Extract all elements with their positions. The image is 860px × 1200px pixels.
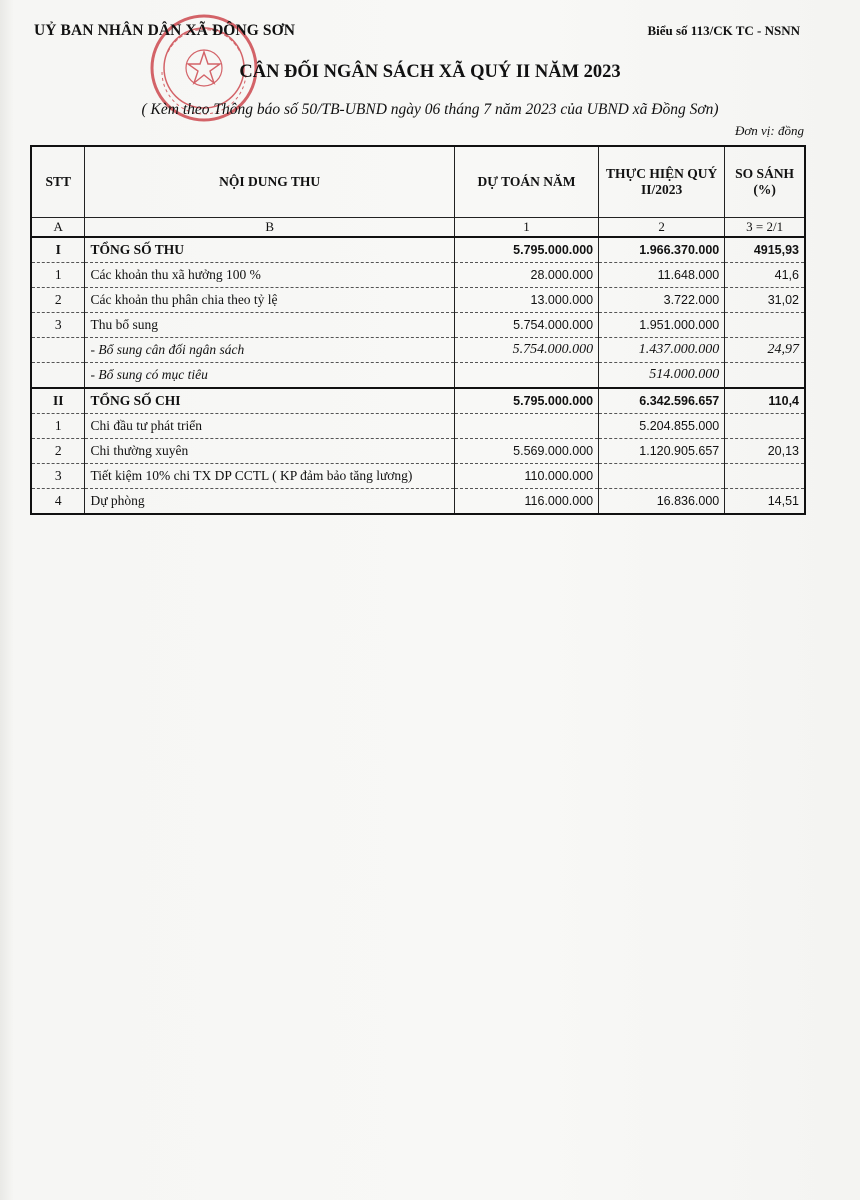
actual-cell: 1.120.905.657 [599,439,725,464]
stt-cell: 1 [31,263,85,288]
plan-cell: 13.000.000 [454,288,598,313]
content-cell: Thu bổ sung [85,313,454,338]
stt-cell: 2 [31,288,85,313]
table-row [31,288,805,313]
stt-cell: 1 [31,414,85,439]
comparison-cell [725,363,805,389]
comparison-cell [725,464,805,489]
table-row [31,388,805,414]
actual-cell [599,464,725,489]
index-cell: B [85,218,454,238]
plan-cell: 5.795.000.000 [454,237,598,263]
comparison-cell [725,313,805,338]
stt-cell: II [31,388,85,414]
actual-cell: 514.000.000 [599,363,725,389]
comparison-cell: 41,6 [725,263,805,288]
actual-cell: 5.204.855.000 [599,414,725,439]
comparison-cell: 14,51 [725,489,805,515]
column-header-annual-plan: DỰ TOÁN NĂM [454,146,598,218]
plan-cell: 5.754.000.000 [454,338,598,363]
column-header-stt: STT [31,146,85,218]
table-row [31,464,805,489]
table-row [31,414,805,439]
table-row [31,489,805,515]
table-row [31,338,805,363]
table-row [31,263,805,288]
index-cell: 1 [454,218,598,238]
column-header-q2-actual: THỰC HIỆN QUÝ II/2023 [599,146,725,218]
plan-cell: 116.000.000 [454,489,598,515]
plan-cell: 5.754.000.000 [454,313,598,338]
column-header-content: NỘI DUNG THU [85,146,454,218]
currency-unit: Đơn vị: đồng [734,123,804,138]
form-number: Biểu số 113/CK TC - NSNN [647,23,800,38]
content-cell: Chi đầu tư phát triển [85,414,454,439]
plan-cell [454,414,598,439]
comparison-cell: 24,97 [725,338,805,363]
comparison-cell: 4915,93 [725,237,805,263]
stt-cell: 3 [31,464,85,489]
content-cell: TỔNG SỐ THU [85,237,454,263]
content-cell: Tiết kiệm 10% chi TX DP CCTL ( KP đảm bảo tăng lương) [85,464,454,489]
index-cell: A [31,218,85,238]
actual-cell: 1.966.370.000 [599,237,725,263]
actual-cell: 1.437.000.000 [599,338,725,363]
stt-cell [31,338,85,363]
actual-cell: 1.951.000.000 [599,313,725,338]
content-cell: - Bổ sung có mục tiêu [85,363,454,389]
page-subtitle: ( Kèm theo Thông báo số 50/TB-UBND ngày 06 tháng 7 năm 2023 của UBND xã Đồng Sơn) [141,101,719,118]
comparison-cell [725,414,805,439]
content-cell: - Bổ sung cân đối ngân sách [85,338,454,363]
comparison-cell: 31,02 [725,288,805,313]
stt-cell [31,363,85,389]
comparison-cell: 20,13 [725,439,805,464]
content-cell: TỔNG SỐ CHI [85,388,454,414]
budget-table [30,145,806,515]
page-title: CÂN ĐỐI NGÂN SÁCH XÃ QUÝ II NĂM 2023 [239,62,621,82]
plan-cell [454,363,598,389]
table-row [31,237,805,263]
column-index-row [31,218,805,238]
plan-cell: 28.000.000 [454,263,598,288]
stt-cell: 3 [31,313,85,338]
plan-cell: 5.795.000.000 [454,388,598,414]
stt-cell: I [31,237,85,263]
table-row [31,439,805,464]
plan-cell: 5.569.000.000 [454,439,598,464]
index-cell: 2 [599,218,725,238]
actual-cell: 16.836.000 [599,489,725,515]
content-cell: Các khoản thu phân chia theo tỷ lệ [85,288,454,313]
content-cell: Các khoản thu xã hưởng 100 % [85,263,454,288]
actual-cell: 3.722.000 [599,288,725,313]
stt-cell: 2 [31,439,85,464]
table-row [31,313,805,338]
organization-name: UỶ BAN NHÂN DÂN XÃ ĐÔNG SƠN [34,22,296,39]
index-cell: 3 = 2/1 [725,218,805,238]
table-row [31,363,805,389]
content-cell: Chi thường xuyên [85,439,454,464]
content-cell: Dự phòng [85,489,454,515]
comparison-cell: 110,4 [725,388,805,414]
column-header-comparison: SO SÁNH (%) [725,146,805,218]
table-header-row [31,146,805,218]
stt-cell: 4 [31,489,85,515]
plan-cell: 110.000.000 [454,464,598,489]
actual-cell: 11.648.000 [599,263,725,288]
actual-cell: 6.342.596.657 [599,388,725,414]
